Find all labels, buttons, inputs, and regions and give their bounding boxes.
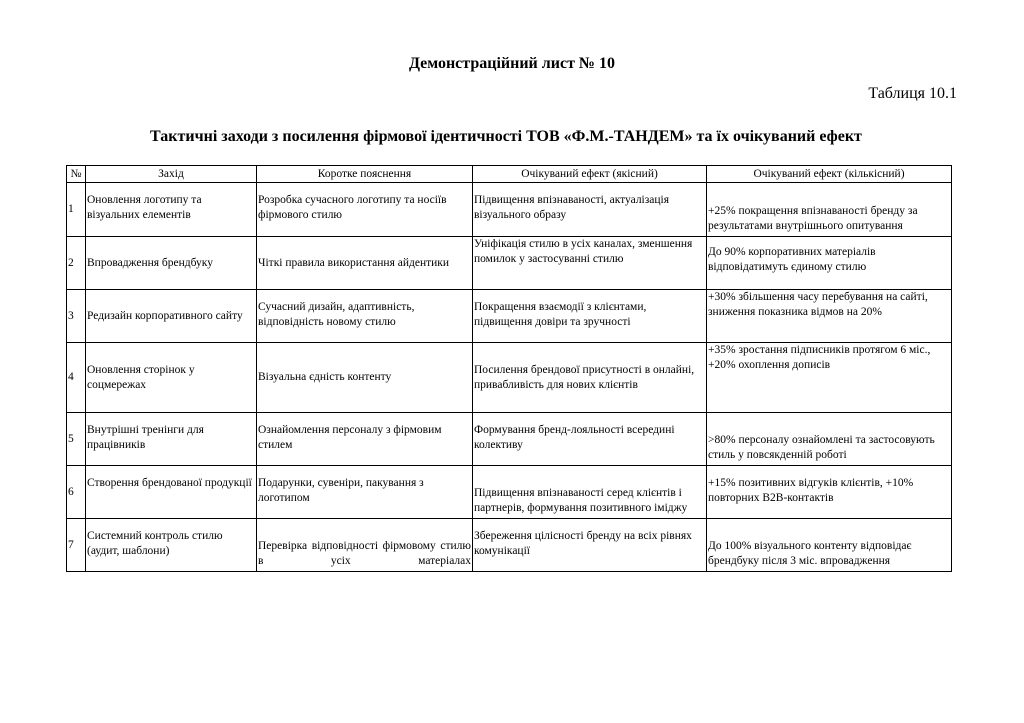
- header-qualitative: Очікуваний ефект (якісний): [473, 166, 707, 183]
- row-qualitative: Підвищення впізнаваності серед клієнтів і партнерів, формування позитивного іміджу: [473, 466, 707, 519]
- row-qualitative: Покращення взаємодії з клієнтами, підвищення довіри та зручності: [473, 290, 707, 343]
- table-row: [67, 290, 952, 343]
- header-explanation: Коротке пояснення: [257, 166, 473, 183]
- row-qualitative: Уніфікація стилю в усіх каналах, зменшення помилок у застосуванні стилю: [473, 237, 707, 290]
- header-quantitative: Очікуваний ефект (кількісний): [707, 166, 952, 183]
- row-explanation: Подарунки, сувеніри, пакування з логотипом: [257, 466, 473, 519]
- table-row: [67, 466, 952, 519]
- row-measure: Оновлення логотипу та візуальних елементів: [86, 183, 257, 237]
- row-quantitative: До 100% візуального контенту відповідає брендбуку після 3 міс. впровадження: [707, 519, 952, 572]
- row-measure: Редизайн корпоративного сайту: [86, 290, 257, 343]
- table-header-row: [67, 166, 952, 183]
- row-explanation: Візуальна єдність контенту: [257, 343, 473, 413]
- header-measure: Захід: [86, 166, 257, 183]
- table-row: [67, 413, 952, 466]
- row-qualitative: Збереження цілісності бренду на всіх рівнях комунікації: [473, 519, 707, 572]
- row-explanation: Перевірка відповідності фірмовому стилю в усіх матеріалах: [257, 519, 473, 572]
- row-quantitative: >80% персоналу ознайомлені та застосовують стиль у повсякденній роботі: [707, 413, 952, 466]
- row-qualitative: Підвищення впізнаваності, актуалізація візуального образу: [473, 183, 707, 237]
- row-num: 2: [67, 237, 86, 290]
- row-measure: Впровадження брендбуку: [86, 237, 257, 290]
- row-measure: Внутрішні тренінги для працівників: [86, 413, 257, 466]
- table-row: [67, 183, 952, 237]
- row-measure: Створення брендованої продукції: [86, 466, 257, 519]
- measures-table: [66, 165, 952, 572]
- row-num: 3: [67, 290, 86, 343]
- table-caption: Тактичні заходи з посилення фірмової ідентичності ТОВ «Ф.М.-ТАНДЕМ» та їх очікуваний ефект: [150, 128, 862, 145]
- table-row: [67, 343, 952, 413]
- table-row: [67, 237, 952, 290]
- row-quantitative: +35% зростання підписників протягом 6 міс., +20% охоплення дописів: [707, 343, 952, 413]
- row-measure: Оновлення сторінок у соцмережах: [86, 343, 257, 413]
- page-title: Демонстраційний лист № 10: [408, 55, 616, 72]
- table-number: Таблиця 10.1: [868, 85, 957, 102]
- row-quantitative: +15% позитивних відгуків клієнтів, +10% повторних B2B-контактів: [707, 466, 952, 519]
- row-quantitative: +25% покращення впізнаваності бренду за результатами внутрішнього опитування: [707, 183, 952, 237]
- row-qualitative: Формування бренд-лояльності всередині колективу: [473, 413, 707, 466]
- row-explanation: Ознайомлення персоналу з фірмовим стилем: [257, 413, 473, 466]
- row-qualitative: Посилення брендової присутності в онлайні, привабливість для нових клієнтів: [473, 343, 707, 413]
- row-explanation: Чіткі правила використання айдентики: [257, 237, 473, 290]
- row-quantitative: +30% збільшення часу перебування на сайті, зниження показника відмов на 20%: [707, 290, 952, 343]
- row-explanation: Сучасний дизайн, адаптивність, відповідність новому стилю: [257, 290, 473, 343]
- row-num: 6: [67, 466, 86, 519]
- row-num: 1: [67, 183, 86, 237]
- row-explanation: Розробка сучасного логотипу та носіїв фірмового стилю: [257, 183, 473, 237]
- row-num: 4: [67, 343, 86, 413]
- row-measure: Системний контроль стилю (аудит, шаблони): [86, 519, 257, 572]
- table-row: [67, 519, 952, 572]
- row-quantitative: До 90% корпоративних матеріалів відповідатимуть єдиному стилю: [707, 237, 952, 290]
- row-num: 5: [67, 413, 86, 466]
- header-num: №: [67, 166, 86, 183]
- row-num: 7: [67, 519, 86, 572]
